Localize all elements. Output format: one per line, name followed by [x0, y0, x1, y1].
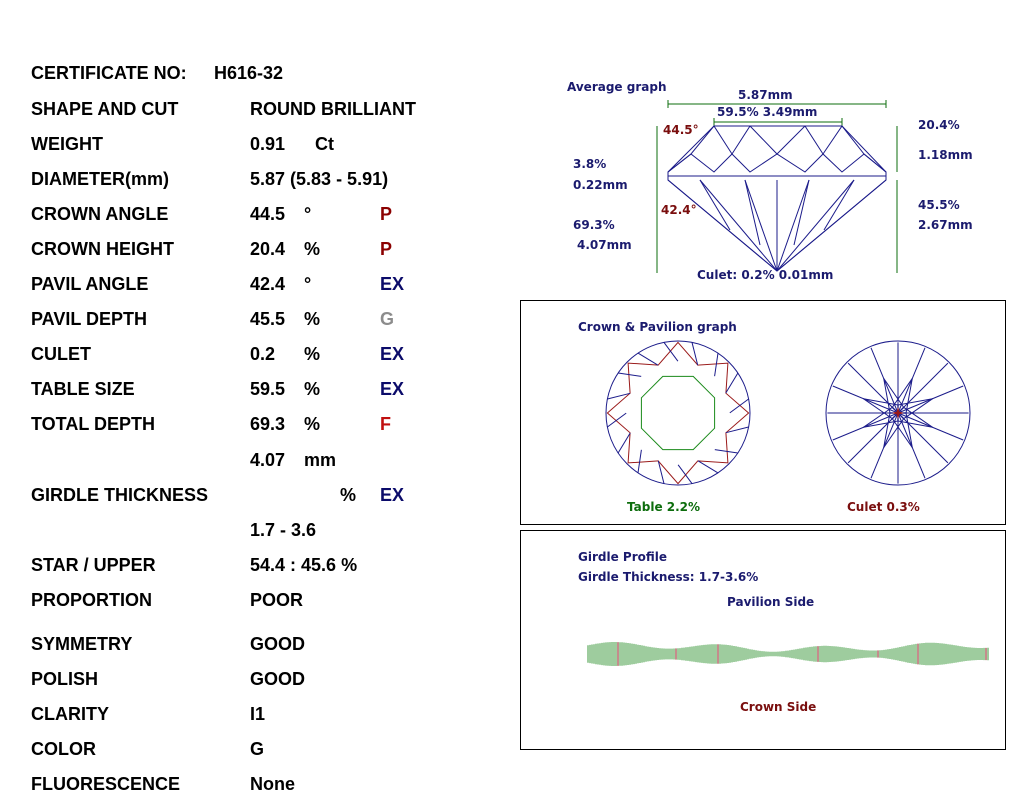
finish-label: CLARITY	[31, 704, 109, 724]
finish-label: SYMMETRY	[31, 634, 133, 654]
finish-value: GOOD	[250, 634, 306, 654]
crown-facet-line	[715, 450, 738, 453]
crown-view	[606, 341, 750, 485]
spec-value: 44.5	[250, 204, 286, 224]
spec-label: WEIGHT	[31, 134, 103, 154]
crown-facet-line	[726, 373, 738, 393]
total-depth-mm-value: 4.07	[250, 450, 286, 470]
total-pct-label: 69.3%	[573, 218, 615, 232]
finish-label: FLUORESCENCE	[31, 774, 181, 794]
spec-grade: EX	[380, 379, 405, 399]
proportion-value: POOR	[250, 590, 304, 610]
crown-facet-line	[618, 373, 641, 376]
spec-unit: %	[304, 414, 321, 434]
girdle-thickness-grade: EX	[380, 485, 405, 505]
crown-table-outline	[641, 376, 714, 449]
crown-facet-line	[715, 353, 718, 376]
girdle-thickness-label: GIRDLE THICKNESS	[31, 485, 209, 505]
spec-grade: P	[380, 204, 393, 224]
certificate-label: CERTIFICATE NO:	[31, 63, 187, 83]
finish-value: G	[250, 739, 265, 759]
crown-facet-line	[698, 461, 718, 473]
girdle-mm-label: 0.22mm	[573, 178, 628, 192]
spec-label: CROWN ANGLE	[31, 204, 169, 224]
spec-value: 0.91	[250, 134, 286, 154]
girdle-profile-svg	[521, 531, 1005, 749]
spec-grade: EX	[380, 274, 405, 294]
spec-unit: %	[304, 379, 321, 399]
pavilion-side-label: Pavilion Side	[727, 595, 815, 609]
spec-value: 0.2	[250, 344, 276, 364]
spec-unit: °	[304, 204, 312, 224]
girdle-thickness-unit: %	[340, 485, 357, 505]
crown-facet-line	[618, 433, 630, 453]
crown-mm-label: 1.18mm	[918, 148, 973, 162]
pavilion-view	[826, 341, 970, 485]
girdle-thickness-text: Girdle Thickness: 1.7-3.6%	[578, 570, 759, 584]
spec-grade: F	[380, 414, 391, 434]
star-upper-value: 54.4 : 45.6 %	[250, 555, 358, 575]
culet-label: Culet: 0.2% 0.01mm	[697, 268, 834, 282]
spec-label: TABLE SIZE	[31, 379, 135, 399]
crown-side-label: Crown Side	[740, 700, 817, 714]
spec-value: 20.4	[250, 239, 286, 259]
spec-grade: G	[380, 309, 395, 329]
table-pct-label: Table 2.2%	[627, 500, 701, 514]
crown-facet-line	[638, 450, 641, 473]
girdle-pct-label: 3.8%	[573, 157, 607, 171]
crown-angle-label: 44.5°	[663, 123, 699, 137]
crown-pavilion-panel	[520, 300, 1006, 525]
avg-graph-title: Average graph	[567, 80, 667, 94]
spec-grade: P	[380, 239, 393, 259]
pavilion-angle-label: 42.4°	[661, 203, 697, 217]
spec-unit: Ct	[315, 134, 334, 154]
girdle-range-value: 1.7 - 3.6	[250, 520, 317, 540]
star-upper-label: STAR / UPPER	[31, 555, 156, 575]
proportion-label: PROPORTION	[31, 590, 153, 610]
spec-value: 69.3	[250, 414, 286, 434]
crown-pct-label: 20.4%	[918, 118, 960, 132]
finish-value: None	[250, 774, 295, 794]
spec-value: 59.5	[250, 379, 286, 399]
culet-pct-label: Culet 0.3%	[847, 500, 920, 514]
diameter-label: 5.87mm	[738, 88, 793, 102]
crown-pavilion-svg	[521, 301, 1005, 524]
crown-facet-line	[638, 353, 658, 365]
spec-value: 5.87 (5.83 - 5.91)	[250, 169, 389, 189]
spec-value: 45.5	[250, 309, 286, 329]
finish-value: GOOD	[250, 669, 306, 689]
spec-grade: EX	[380, 344, 405, 364]
spec-label: SHAPE AND CUT	[31, 99, 179, 119]
spec-unit: %	[304, 309, 321, 329]
spec-unit: %	[304, 239, 321, 259]
total-depth-mm-unit: mm	[304, 450, 337, 470]
spec-value: ROUND BRILLIANT	[250, 99, 416, 119]
diamond-outline	[668, 126, 886, 271]
certificate-number: H616-32	[214, 63, 284, 83]
table-label: 59.5% 3.49mm	[717, 105, 818, 119]
crown-star-facets	[607, 342, 748, 483]
spec-label: CULET	[31, 344, 91, 364]
pav-mm-label: 2.67mm	[918, 218, 973, 232]
finish-label: COLOR	[31, 739, 96, 759]
spec-label: CROWN HEIGHT	[31, 239, 174, 259]
girdle-profile-title: Girdle Profile	[578, 550, 668, 564]
pav-pct-label: 45.5%	[918, 198, 960, 212]
spec-label: DIAMETER(mm)	[31, 169, 169, 189]
spec-value: 42.4	[250, 274, 286, 294]
girdle-profile-band	[588, 642, 988, 666]
total-mm-label: 4.07mm	[577, 238, 632, 252]
crown-pav-title: Crown & Pavilion graph	[578, 320, 737, 334]
girdle-profile-panel	[520, 530, 1006, 750]
spec-unit: °	[304, 274, 312, 294]
spec-label: TOTAL DEPTH	[31, 414, 156, 434]
finish-value: I1	[250, 704, 266, 724]
spec-label: PAVIL DEPTH	[31, 309, 148, 329]
finish-label: POLISH	[31, 669, 99, 689]
spec-label: PAVIL ANGLE	[31, 274, 149, 294]
spec-unit: %	[304, 344, 321, 364]
